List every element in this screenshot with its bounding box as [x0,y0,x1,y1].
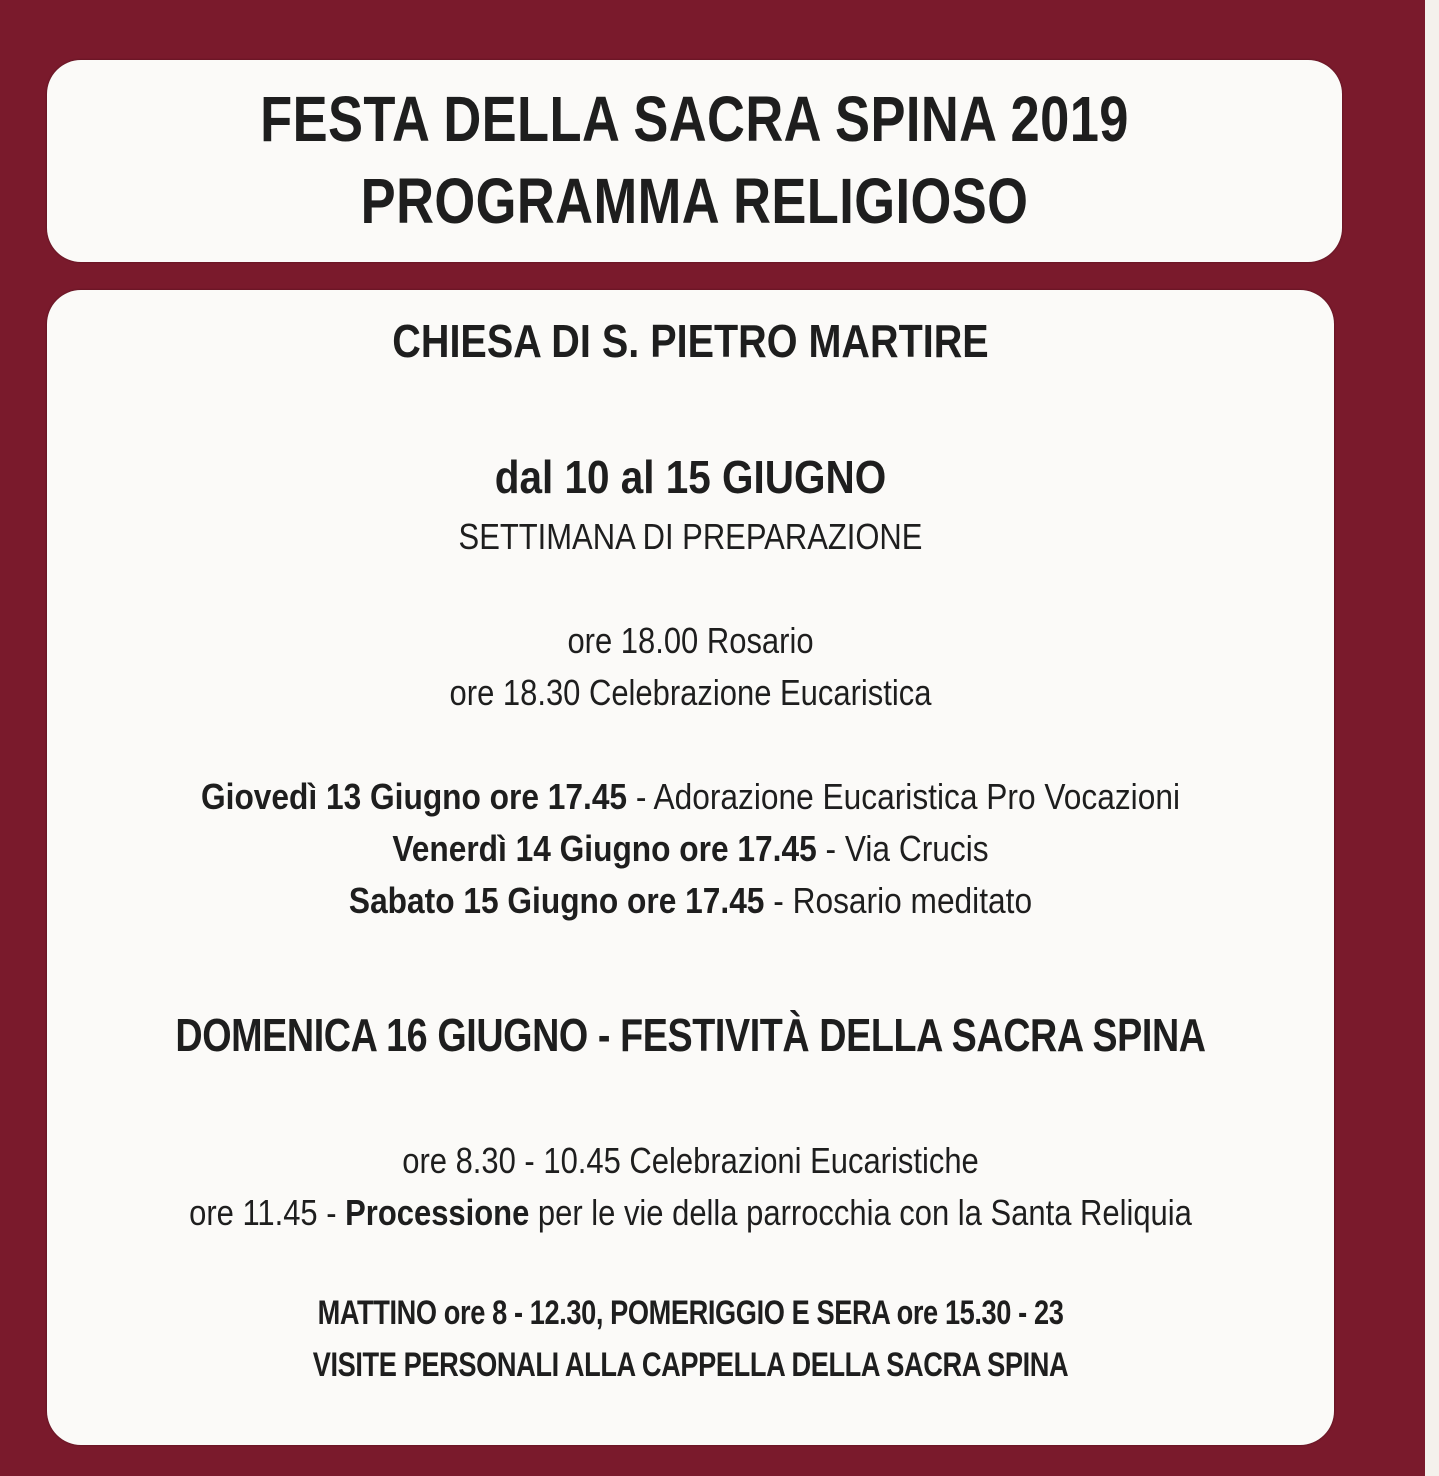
event-when: Giovedì 13 Giugno ore 17.45 [201,776,628,817]
page-edge [1425,0,1439,1476]
visit-hours: MATTINO ore 8 - 12.30, POMERIGGIO E SERA ore 15.30 - 23 [317,1294,1064,1332]
program-panel [47,290,1334,1445]
event-row [124,880,1257,922]
rosary-time: ore 18.00 Rosario [567,620,814,661]
procession-time: ore 11.45 - [189,1192,346,1233]
event-when: Venerdì 14 Giugno ore 17.45 [392,828,817,869]
sunday-masses: ore 8.30 - 10.45 Celebrazioni Eucaristiche [402,1140,979,1181]
event-what: - Rosario meditato [764,880,1033,921]
event-row [124,776,1257,818]
week-dates: dal 10 al 15 GIUGNO [494,451,887,503]
title-panel [47,60,1342,262]
page-subtitle: PROGRAMMA RELIGIOSO [360,165,1029,237]
procession-detail: per le vie della parrocchia con la Santa Reliquia [529,1192,1192,1233]
event-what: - Via Crucis [816,828,989,869]
event-what: - Adorazione Eucaristica Pro Vocazioni [627,776,1180,817]
event-row [124,828,1257,870]
visit-label: VISITE PERSONALI ALLA CAPPELLA DELLA SACRA SPINA [312,1346,1069,1384]
page-title: FESTA DELLA SACRA SPINA 2019 [260,83,1129,155]
event-when: Sabato 15 Giugno ore 17.45 [348,880,765,921]
church-name: CHIESA DI S. PIETRO MARTIRE [392,315,989,367]
sunday-heading: DOMENICA 16 GIUGNO - FESTIVITÀ DELLA SACRA SPINA [175,1009,1206,1061]
mass-time: ore 18.30 Celebrazione Eucaristica [449,672,932,713]
procession-line [137,1192,1244,1234]
procession-label: Processione [345,1192,530,1233]
week-subtitle: SETTIMANA DI PREPARAZIONE [458,516,923,557]
